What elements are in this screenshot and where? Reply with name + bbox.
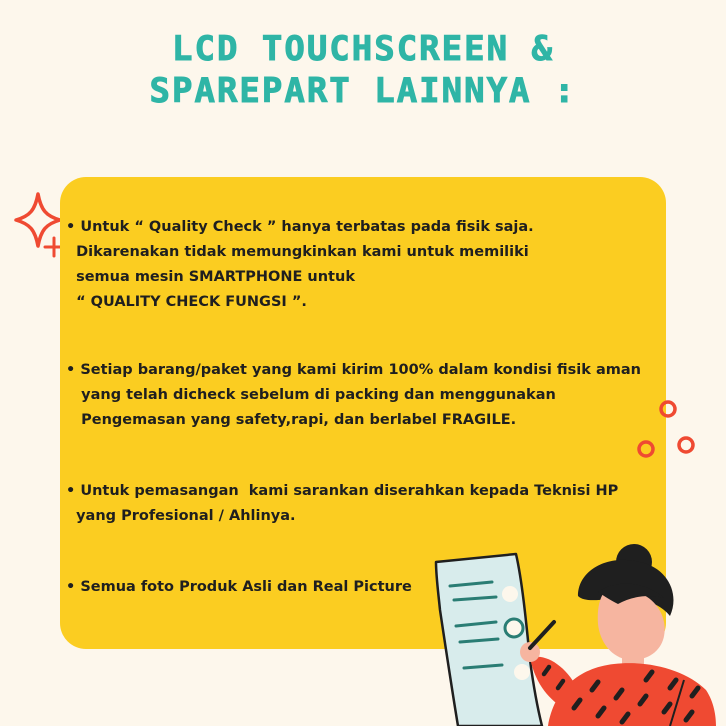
checklist-paper-icon [436, 554, 542, 726]
page-title [0, 28, 726, 112]
page-title-line-2: SPAREPART LAINNYA : [149, 71, 577, 111]
point-quality-check: • Untuk “ Quality Check ” hanya terbatas pada fisik saja. Dikarenakan tidak memungkinkan kami untuk memiliki semua mesin SMARTPHONE untuk “ QUALITY CHECK FUNGSI ”. [66, 219, 534, 310]
point-packaging: • Setiap barang/paket yang kami kirim 100% dalam kondisi fisik aman yang telah dicheck sebelum di packing dan menggunakan Pengemasan yang safety,rapi, dan berlabel FRAGILE. [66, 362, 641, 428]
point-installation: • Untuk pemasangan kami sarankan diserahkan kepada Teknisi HP yang Profesional / Ahlinya. [66, 483, 619, 524]
page-title-line-1: LCD TOUCHSCREEN & [172, 29, 554, 69]
point-real-photos: • Semua foto Produk Asli dan Real Picture [66, 579, 412, 595]
woman-checklist-illustration [418, 540, 718, 726]
circles-decoration-icon [630, 392, 710, 472]
